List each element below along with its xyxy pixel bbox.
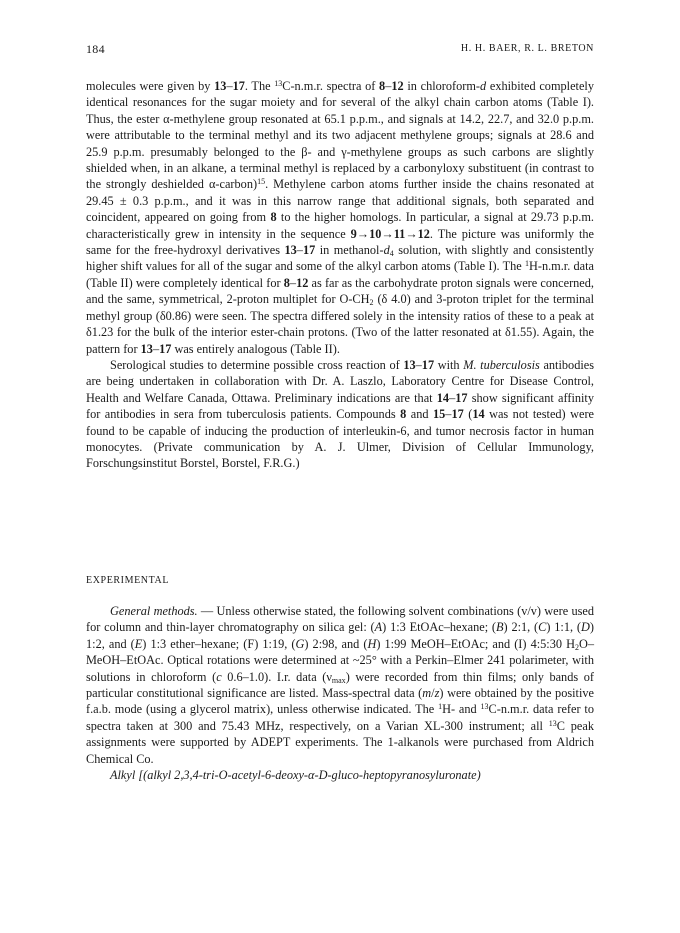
paragraph-nmr-discussion: molecules were given by 13–17. The $^{13}$C-n.m.r. spectra of 8–12 in chloroform-d exhibited completely identical resonances for the sugar moiety and for several of the alkyl chain carbon atoms (Table I). Thus, the ester α-methylene group resonated at 65.1 p.p.m., and signals at 14.2, 22.7, and 32.0 p.p.m. were attributable to the terminal methyl and its two adjacent methylene groups; signals at 28.6 and 25.9 p.p.m. presumably belonged to the β- and γ-methylene groups as such carbons are slightly shielded when, in an alkane, a terminal methyl is replaced by a carbonyloxy substituent (in contrast to the strongly deshielded α-carbon)$^{15}$. Methylene carbon atoms further inside the chains resonated at 29.45 ± 0.3 p.p.m., and it was in this narrow range that additional signals, both separated and coincident, appeared on going from 8 to the higher homologs. In particular, a signal at 29.73 p.p.m. characteristically grew in intensity in the sequence 9→10→11→12. The picture was uniformly the same for the free-hydroxyl derivatives 13–17 in methanol-$d_4$ solution, with slightly and consistently higher shift values for all of the sugar and some of the alkyl carbon atoms (Table I). The $^1$H-n.m.r. data (Table II) were completely identical for 8–12 as far as the carbohydrate proton signals were concerned, and the same, symmetrical, 2-proton multiplet for $O-CH_2$ (δ 4.0) and 3-proton triplet for the terminal methyl group (δ0.86) were seen. The spectra differed solely in the intensity ratios of these to a peak at δ1.23 for the bulk of the interior ester-chain protons. (Two of the latter resonated at δ1.55). Again, the pattern for 13–17 was entirely analogous (Table II). — [86, 79, 595, 356]
results-text — [86, 78, 594, 472]
section-heading: EXPERIMENTAL — [86, 575, 170, 586]
paragraph-serological: Serological studies to determine possible cross reaction of 13–17 with M. tuberculosis antibodies are being undertaken in collaboration with Dr. A. Laszlo, Laboratory Centre for Disease Control, Health and Welfare Canada, Ottawa. Preliminary indications are that 14–17 show significant affinity for antibodies in sera from tuberculosis patients. Compounds 8 and 15–17 (14 was not tested) were found to be capable of inducing the production of interleukin-6, and tumor necrosis factor in human monocytes. (Private communication by A. J. Ulmer, Division of Cellular Immunology, Forschungsinstitut Borstel, Borstel, F.R.G.) — [86, 357, 595, 471]
paragraph-general-methods: General methods. — Unless otherwise stated, the following solvent combinations (v/v) were used for column and thin-layer chromatography on silica gel: (A) 1:3 EtOAc–hexane; (B) 2:1, (C) 1:1, (D) 1:2, and (E) 1:3 ether–hexane; (F) 1:19, (G) 2:98, and (H) 1:99 MeOH–EtOAc; and (I) 4:5:30 $H_2O-MeOH$–EtOAc. Optical rotations were determined at ~25° with a Perkin–Elmer 241 polarimeter, with solutions in chloroform (c 0.6–1.0). I.r. data $(\nu_{max})$ were recorded from thin films; only bands of particular constitutional significance are listed. Mass-spectral data (m/z) were obtained by the positive f.a.b. mode (using a glycerol matrix), unless otherwise indicated. The $^1$H- and $^{13}$C-n.m.r. data refer to spectra taken at 300 and 75.43 MHz, respectively, on a Varian XL-300 instrument; all $^{13}$C peak assignments were supported by ADEPT experiments. The 1-alkanols were purchased from Aldrich Chemical Co. — [86, 604, 594, 766]
page-number: 184 — [86, 42, 105, 56]
compound-title-line: Alkyl [(alkyl 2,3,4-tri-O-acetyl-6-deoxy-α-D-gluco-heptopyranosyluronate) — [110, 768, 481, 783]
experimental-text — [86, 603, 594, 783]
run-in-heading: General methods. — [110, 604, 198, 618]
running-header — [86, 41, 594, 57]
author-line: H. H. BAER, R. L. BRETON — [460, 43, 594, 54]
